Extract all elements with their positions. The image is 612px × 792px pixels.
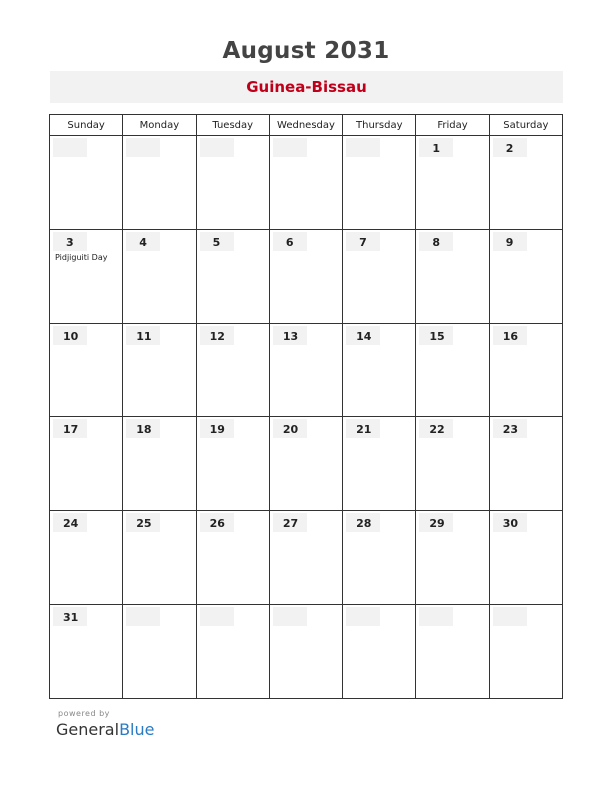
day-cell [269, 229, 342, 323]
day-cell [416, 511, 489, 605]
day-number: 28 [356, 517, 372, 531]
brand-general: General [56, 720, 120, 739]
day-number: 11 [136, 329, 152, 343]
day-number-box [126, 232, 160, 251]
day-number-box [273, 419, 307, 438]
day-number-box [273, 138, 307, 157]
day-number-box [273, 326, 307, 345]
day-number-box [53, 513, 87, 532]
day-number-box [493, 607, 527, 626]
day-number: 9 [505, 235, 514, 249]
week-row [50, 417, 563, 511]
day-cell [343, 229, 416, 323]
day-number-box [53, 138, 87, 157]
day-number: 14 [356, 329, 372, 343]
day-number: 5 [212, 235, 221, 249]
day-cell [489, 323, 562, 417]
day-number-box [53, 607, 87, 626]
day-number-box [493, 513, 527, 532]
day-number-box [53, 232, 87, 251]
day-cell [269, 605, 342, 699]
day-cell [196, 511, 269, 605]
week-row [50, 229, 563, 323]
day-number-box [126, 138, 160, 157]
day-number-box [493, 138, 527, 157]
day-number: 18 [136, 423, 152, 437]
day-number-box [126, 419, 160, 438]
weekday-header: Friday [416, 115, 489, 136]
day-number-box [346, 607, 380, 626]
day-number: 16 [502, 329, 518, 343]
day-cell [50, 136, 123, 230]
day-cell [196, 605, 269, 699]
day-number-box [200, 607, 234, 626]
day-number-box [126, 607, 160, 626]
day-cell [123, 417, 196, 511]
weekday-header: Saturday [489, 115, 562, 136]
day-cell [489, 136, 562, 230]
day-cell [416, 229, 489, 323]
day-cell [50, 605, 123, 699]
day-cell [123, 136, 196, 230]
day-cell [343, 136, 416, 230]
day-cell [50, 511, 123, 605]
day-cell [343, 605, 416, 699]
day-cell [269, 511, 342, 605]
week-row [50, 136, 563, 230]
day-number: 31 [63, 611, 79, 625]
week-row [50, 511, 563, 605]
day-number-box [346, 513, 380, 532]
day-cell [123, 229, 196, 323]
day-number: 19 [209, 423, 225, 437]
footer-branding [56, 709, 154, 739]
country-banner [50, 71, 563, 103]
day-number-box [493, 419, 527, 438]
day-number: 12 [209, 329, 225, 343]
day-number-box [493, 326, 527, 345]
day-number-box [346, 232, 380, 251]
day-number-box [419, 513, 453, 532]
day-number-box [53, 419, 87, 438]
day-cell [343, 323, 416, 417]
day-number-box [200, 513, 234, 532]
day-number-box [126, 513, 160, 532]
weekday-header: Tuesday [196, 115, 269, 136]
day-number: 27 [282, 517, 299, 531]
day-number: 3 [66, 235, 74, 249]
day-number-box [200, 232, 234, 251]
weekday-header: Monday [123, 115, 196, 136]
day-cell [269, 417, 342, 511]
day-number: 15 [429, 329, 445, 343]
day-cell [123, 323, 196, 417]
brand-blue: Blue [119, 720, 155, 739]
day-number: 22 [429, 423, 445, 437]
day-number: 20 [282, 423, 299, 437]
day-number-box [346, 138, 380, 157]
day-number-box [200, 326, 234, 345]
day-number: 26 [209, 517, 225, 531]
day-number: 13 [282, 329, 299, 343]
day-cell [489, 605, 562, 699]
day-cell [489, 417, 562, 511]
day-number-box [273, 232, 307, 251]
day-cell [269, 136, 342, 230]
brand-logo [56, 720, 154, 739]
day-cell [196, 323, 269, 417]
country-name: Guinea-Bissau [246, 78, 367, 96]
week-row [50, 323, 563, 417]
day-number: 2 [505, 142, 514, 155]
day-number: 6 [285, 235, 294, 249]
day-cell [269, 323, 342, 417]
weekday-header: Sunday [50, 115, 123, 136]
day-number: 17 [63, 423, 79, 437]
day-number-box [493, 232, 527, 251]
day-cell [343, 511, 416, 605]
day-cell [416, 136, 489, 230]
day-cell [196, 417, 269, 511]
day-number: 21 [356, 423, 372, 437]
day-cell [416, 605, 489, 699]
day-number: 29 [429, 517, 445, 531]
weekday-header: Wednesday [269, 115, 342, 136]
day-cell [416, 323, 489, 417]
weekday-header: Thursday [343, 115, 416, 136]
powered-by-text: powered by [58, 709, 110, 718]
day-number: 7 [359, 235, 367, 249]
day-cell [50, 323, 123, 417]
day-number: 8 [432, 235, 441, 249]
day-cell [343, 417, 416, 511]
day-cell [123, 605, 196, 699]
day-number-box [419, 138, 453, 157]
day-number-box [419, 607, 453, 626]
day-cell [196, 229, 269, 323]
day-number-box [419, 232, 453, 251]
day-number-box [273, 607, 307, 626]
day-cell [489, 229, 562, 323]
day-number: 25 [136, 517, 152, 531]
holiday-label: Pidjiguiti Day [55, 252, 108, 262]
day-number-box [200, 419, 234, 438]
day-cell [50, 417, 123, 511]
day-number: 30 [502, 517, 518, 531]
day-cell [416, 417, 489, 511]
day-number: 10 [63, 329, 79, 343]
day-number: 4 [139, 235, 147, 249]
day-number-box [273, 513, 307, 532]
day-number-box [200, 138, 234, 157]
day-number-box [346, 419, 380, 438]
day-cell [123, 511, 196, 605]
day-number-box [53, 326, 87, 345]
calendar-grid [49, 114, 563, 699]
day-number-box [346, 326, 380, 345]
day-cell [489, 511, 562, 605]
weekday-header-row [50, 115, 563, 136]
day-number-box [126, 326, 160, 345]
day-number: 1 [432, 142, 441, 155]
day-cell [50, 229, 123, 323]
week-row [50, 605, 563, 699]
day-number-box [419, 419, 453, 438]
page-title: August 2031 [222, 38, 390, 64]
day-number: 24 [63, 517, 79, 531]
day-number-box [419, 326, 453, 345]
day-number: 23 [502, 423, 518, 437]
day-cell [196, 136, 269, 230]
